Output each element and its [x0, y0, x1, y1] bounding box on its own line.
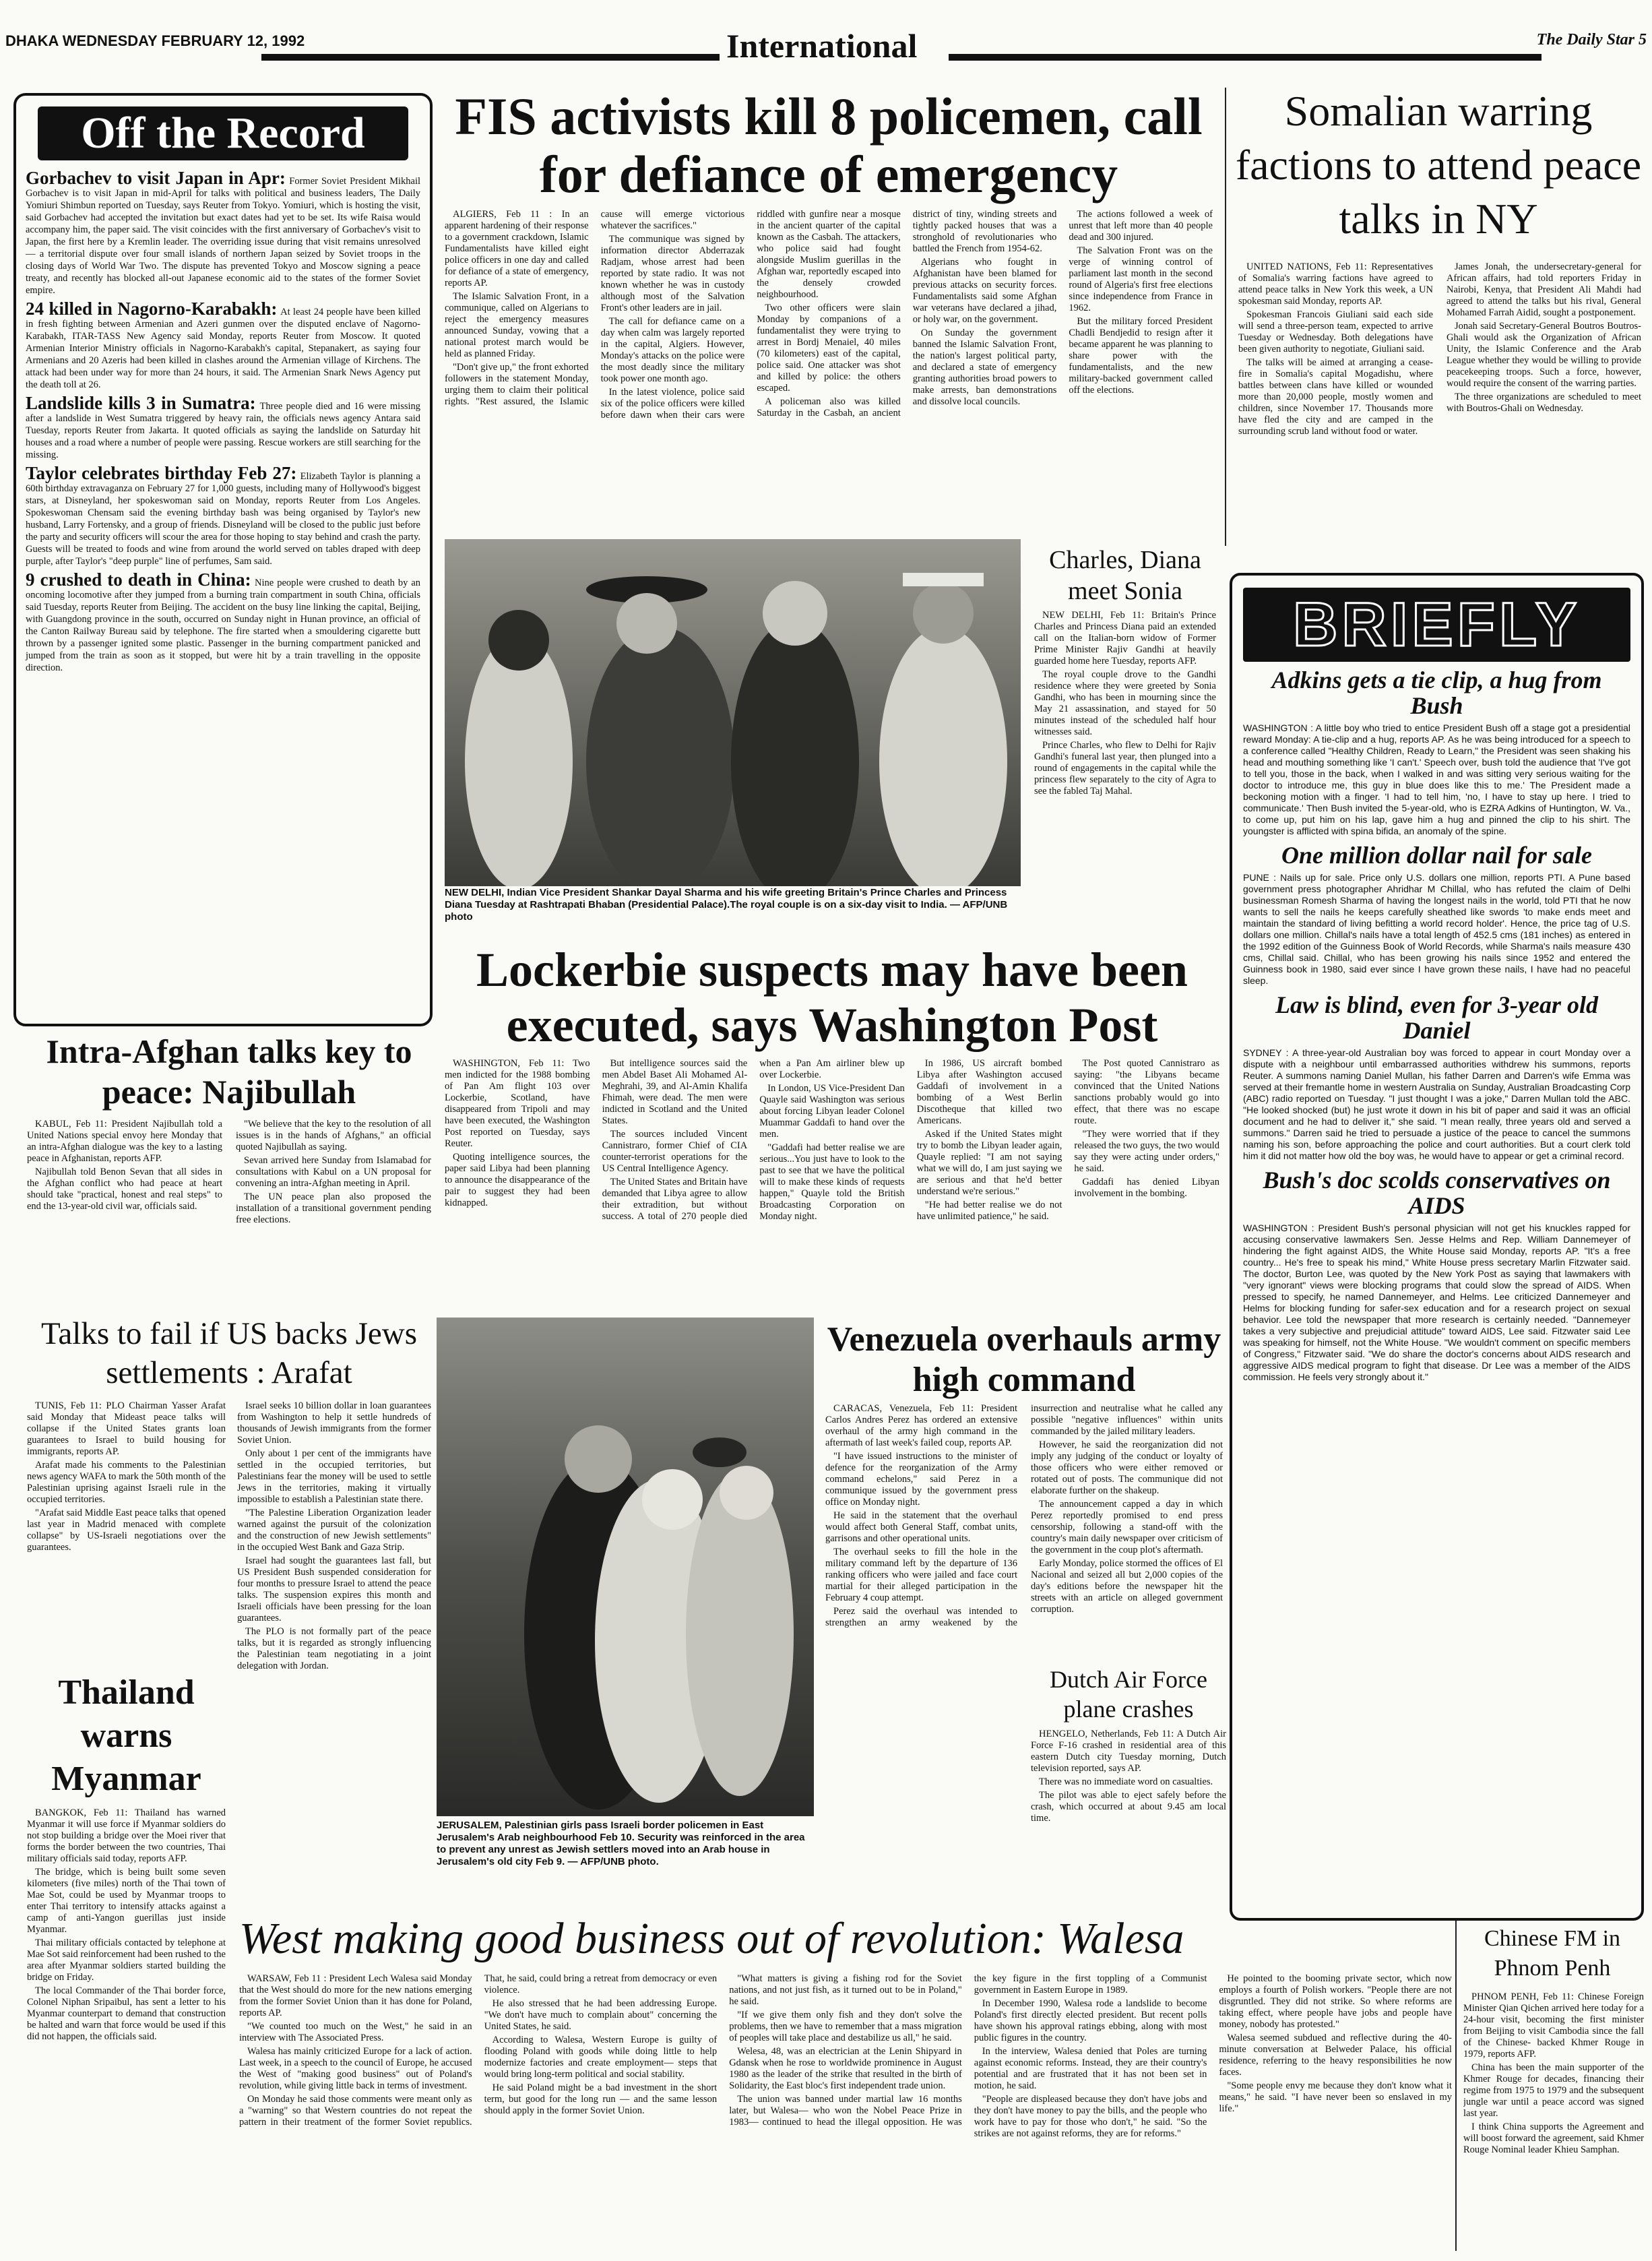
lockerbie-paragraph: Quoting intelligence sources, the paper said Libya had been planning to announce the disappearance of the pair to suggest they had been kidnapped. — [445, 1152, 590, 1208]
dutch-paragraph: There was no immediate word on casualties. — [1039, 1776, 1213, 1787]
lockerbie-paragraph: Gaddafi has denied Libyan involvement in the bombing. — [1074, 1177, 1219, 1199]
somalia-paragraph: UNITED NATIONS, Feb 11: Representatives of Somalia's warring factions have agreed to attend peace talks in New York this week, a UN spokesman said Monday, reports AP. — [1238, 261, 1433, 307]
fis-paragraph: "Don't give up," the front exhorted followers in the statement Monday, urging them to claim their political rights. "Rest assured, the Islamic cause will emerge victorious whatever the sacrifices." — [445, 209, 745, 407]
dutch-paragraph: HENGELO, Netherlands, Feb 11: A Dutch Air Force F-16 crashed in residential area of this eastern Dutch city Tuesday morning, Dutch television reported, says AP. — [1031, 1729, 1226, 1774]
thailand-headline: Thailand warns Myanmar — [51, 1673, 201, 1798]
lockerbie-paragraph: "Gaddafi had better realise we are serious...You just have to look to the past to see that we have the political will to make these kinds of requests happen," Quayle told the British Broadcasting Corporation on Monday night. — [759, 1142, 905, 1222]
briefly-item-head: Law is blind, even for 3-year old Daniel — [1275, 991, 1598, 1044]
otr-item-body: Three people died and 16 were missing after a landslide in West Sumatra triggered by heavy rain, the officials news agency Antara said Tuesday, reports Reuter from Jakarta. It quoted officials as saying the landslide on Saturday hit houses and a road where a number of people were passing. Rescue workers are still searching for the missing. — [26, 401, 421, 460]
masthead-rule-right — [949, 54, 1542, 61]
fis-paragraph: On Sunday the government banned the Islamic Salvation Front, the nation's largest political party, and declared a state of emergency granting authorities broad powers to make arrests, ban demonstrations and dissolve local councils. — [912, 328, 1057, 407]
afghan-paragraph: The UN peace plan also proposed the installation of a transitional government pending free elections. — [236, 1191, 431, 1225]
walesa-paragraph: According to Walesa, Western Europe is guilty of flooding Poland with goods while doing little to help modernize factories and create employment— steps that would bring long-term political and social stability. — [484, 2035, 718, 2080]
briefly-title-plate — [1243, 588, 1630, 662]
otr-item-body: At least 24 people have been killed in fresh fighting between Armenian and Azeri gunmen over the disputed enclave of Nagorno-Karabakh, ITAR-TASS New Agency said Monday, reports Reuter from Moscow. It quoted Armenian Interior Ministry officials in Nagorno-Karabakh's capital, Stepanakert, as saying four Armenians and 20 Azeris had been killed in clashes around the Armenian village of Kirchens. The attack had been under way for more than 24 hours, it said. The Armenian Snark News Agency put the death toll at 26. — [26, 307, 420, 390]
fis-paragraph: The communique was signed by information director Abderrazak Radjam, whose arrest had been reported by state radio. It was not known whether he was in custody although most of the Salvation Front's other leaders are in jail. — [600, 234, 745, 313]
walesa-paragraph: "What matters is giving a fishing rod for the Soviet nations, and not just fish, as it turned out to be in Poland," he said. — [729, 1973, 962, 2007]
charles-paragraph: NEW DELHI, Feb 11: Britain's Prince Charles and Princess Diana paid an extended call on the Italian-born widow of Former Prime Minister Rajiv Gandhi at heavily guarded home here Tuesday, reports AFP. — [1034, 610, 1216, 667]
briefly-item-head: One million dollar nail for sale — [1281, 842, 1593, 869]
fis-paragraph: In the latest violence, police said six of the police officers were killed before dawn when their cars were riddled with gunfire near a mosque in the ancient quarter of the capital known as the Casbah. The attackers, who police said had fought alongside Muslim guerillas in the Afghan war, reportedly escaped into the densely crowded neighbourhood. — [600, 209, 901, 421]
briefly-item-head: Adkins gets a tie clip, a hug from Bush — [1271, 667, 1602, 719]
otr-item — [26, 394, 420, 461]
royal-visit-photo-image — [445, 539, 1021, 886]
afghan-paragraph: "We believe that the key to the resolution of all issues is in the hands of Afghans," an official quoted Najibullah as saying. — [236, 1119, 431, 1152]
walesa-paragraph: "People are displeased because they don't have jobs and they don't have money to pay the bills, and the people who work have to pay for those who don't," he said. "So the strikes are not against reforms, they are for reforms." — [974, 2094, 1207, 2139]
otr-item-body: Elizabeth Taylor is planning a 60th birthday extravaganza on February 27 for 1,000 guests, including many of Hollywood's biggest stars, at Disneyland, her spokeswoman said on Monday, reports Reuter from Los Angeles. Spokeswoman Chensam said the evening birthday bash was being organised by Taylor's new husband, Larry Fortensky, and a group of friends. Disneyland will be closed to the public just before the party and security officers will scour the area for those hoping to stay behind and crash the party. Guests will be treated to foods and wine from around the world served on tables draped with deep purple, after Taylor's "deep purple" line of perfumes, Sam said. — [26, 471, 420, 567]
fis-paragraph: ALGIERS, Feb 11 : In an apparent hardening of their response to a government crackdown, Islamic Fundamentalists have killed eight police officers in one day and called for defiance of a state of emergency, reports AP. — [445, 209, 589, 288]
somalia-paragraph: Spokesman Francois Giuliani said each side will send a three-person team, expected to arrive Tuesday or Wednesday. Both delegations have been given authority to negotiate, Giuliani said. — [1238, 309, 1433, 354]
lockerbie-paragraph: The Post quoted Cannistraro as saying: "the Libyans became convinced that the United Nations sanctions probably would go into effect, that there was no escape route. — [1074, 1058, 1219, 1126]
venezuela-paragraph: The announcement capped a day in which Perez reportedly promised to end press censorship, following a stand-off with the country's main daily newspaper over criticism of the government in the coup plot's aftermath. — [1031, 1499, 1223, 1555]
charles-paragraph: The royal couple drove to the Gandhi residence where they were greeted by Sonia Gandhi, who has been in mourning since the May 21 assassination, and stayed for 50 minutes instead of the scheduled half hour witnesses said. — [1034, 669, 1216, 737]
thailand-paragraph: The local Commander of the Thai border force, Colonel Niphan Sripaibul, has sent a letter to his Myanmar counterpart to demand that construction be halted and warn that force would be used if this did not happen, the officials said. — [27, 1985, 226, 2042]
dutch-headline: Dutch Air Force plane crashes — [1050, 1666, 1207, 1723]
otr-item-head: Gorbachev to visit Japan in Apr: — [26, 168, 286, 188]
fis-paragraph: The Islamic Salvation Front, in a communique, called on Algerians to reject the emergency measures announced Sunday, vowing that a national protest march would be held as planned Friday. — [445, 291, 589, 359]
walesa-paragraph: He said Poland might be a bad investment in the short term, but good for the long run — and the same lesson should apply in the former Soviet Union. — [484, 2082, 718, 2116]
otr-item-head: Landslide kills 3 in Sumatra: — [26, 393, 256, 413]
thailand-paragraph: BANGKOK, Feb 11: Thailand has warned Myanmar it will use force if Myanmar soldiers do not stop building a bridge over the Moei river that forms the border between the two countries, Thai military officials said today, reports AFP. — [27, 1807, 226, 1864]
somalia-body — [1238, 261, 1641, 566]
briefly-item-body: PUNE : Nails up for sale. Price only U.S. dollars one million, reports PTI. A Pune based government press photographer Ahridhar M Chillal, who has refuted the claim of Delhi businessman Romesh Sharma of having the longest nails in the world, told PTI that he now wants to sell the nails he keeps carefully sheathed like swords 'to make ends meet and maintain the standard of living befitting a world record holder'. Hence, the price tag of U.S. dollars one million. Chillal's nails have a total length of 452.5 cms (181 inches) as entered in the 1992 edition of the Guinness Book of World Records, while Sharma's nails measure 430 cms, Chillal said. Chillal, who has been growing his nails since 1952 and entered the Guinness book in 1980, said ever since I have grown these nails, I have had no peaceful sleep. — [1243, 872, 1630, 986]
lockerbie-paragraph: The United States and Britain have demanded that Libya agree to allow their extradition, but without success. A total of 270 people died when a Pan Am airliner blew up over Lockerbie. — [602, 1058, 905, 1222]
briefly-item-head: Bush's doc scolds conservatives on AIDS — [1263, 1167, 1611, 1219]
briefly-item — [1243, 1167, 1630, 1383]
jerusalem-photo-image — [437, 1318, 814, 1816]
dutch-paragraph: The pilot was able to eject safely before the crash, which occurred at about 9.45 am local time. — [1031, 1790, 1226, 1824]
off-the-record-title: Off the Record — [38, 106, 408, 160]
thailand-body — [27, 1807, 226, 2252]
masthead — [5, 28, 1647, 67]
chinese-headline: Chinese FM in Phnom Penh — [1484, 1926, 1621, 1981]
somalia-paragraph: Jonah said Secretary-General Boutros Boutros-Ghali would ask the Organization of African Unity, the Islamic Conference and the Arab League whether they would be willing to provide peacekeeping troops. Such a force, however, would require the consent of the warring parties. — [1447, 321, 1641, 389]
briefly-item-body: WASHINGTON : A little boy who tried to entice President Bush off a stage got a presidential reward Monday: A tie-clip and a hug, reports AP. As he was being introduced for a speech to a conference called "Healthy Children, Ready to Learn," the President was seen shaking his head and mouthing something like 'I can't.' Speech over, bush told the audience that 'I've got to tell you, those in the back, when I walked in and was sitting very serious waiting for the doctor to introduce me, this guy in blue does like this to me.' The President made a beckoning motion with a finger. 'I had to tell him, 'no, I have to stay up here. I tried to communicate.' Then Bush invited the 5-year-old, who is EZRA Adkins of Huntington, W. Va., to come up, put him on his lap, gave him a hug and pinned the clip to his shirt. The youngster is afflicted with spina bifida, an anomaly of the spine. — [1243, 722, 1630, 836]
charles-paragraph: Prince Charles, who flew to Delhi for Rajiv Gandhi's funeral last year, then plunged into a round of engagements in the capital while the princess flew separately to the city of Agra to see the fabled Taj Mahal. — [1034, 740, 1216, 797]
venezuela-paragraph: However, he said the reorganization did not imply any judging of the conduct or loyalty of those officers who were either removed or rotated out of posts. The communique did not elaborate further on the shakeup. — [1031, 1439, 1223, 1496]
walesa-paragraph: Welesa, 48, was an electrician at the Lenin Shipyard in Gdansk when he rose to worldwide prominence in August 1980 as the leader of the strike that resulted in the birth of Solidarity, the East bloc's first independent trade union. — [729, 2046, 962, 2091]
lockerbie-paragraph: In 1986, US aircraft bombed Libya after Washington accused Gaddafi of involvement in a bombing of a West Berlin Discotheque that killed two Americans. — [916, 1058, 1062, 1126]
afghan-body — [27, 1119, 431, 1311]
briefly-title: BRIEFLY — [1292, 590, 1581, 659]
venezuela-headline: Venezuela overhauls army high command — [827, 1320, 1221, 1399]
arafat-paragraph: Israel seeks 10 billion dollar in loan guarantees from Washington to help it settle hundreds of thousands of Jewish immigrants from the former Soviet Union. — [237, 1400, 431, 1446]
briefly-box — [1230, 573, 1644, 1921]
walesa-headline: West making good business out of revolution: Walesa — [239, 1914, 1184, 1963]
somalia-paragraph: James Jonah, the undersecretary-general for African affairs, had told reporters Friday in Nairobi, Kenya, that President Ali Mahdi had agreed to attend the talks but his rival, General Mohamed Farrah Aidid, sought a postponement. — [1447, 261, 1641, 318]
fis-headline: FIS activists kill 8 policemen, call for defiance of emergency — [455, 88, 1203, 204]
afghan-paragraph: Najibullah told Benon Sevan that all sides in the Afghan conflict who had peace at heart should take "practical, honest and real steps" to end the 13-year-old civil war, officials said. — [27, 1167, 222, 1212]
fis-paragraph: But the military forced President Chadli Bendjedid to resign after it became apparent he was planning to share power with the fundamentalists, and the new military-backed government called off the elections. — [1069, 316, 1213, 396]
otr-item — [26, 570, 420, 674]
off-the-record-box — [13, 93, 433, 1026]
briefly-item-body: SYDNEY : A three-year-old Australian boy was forced to appear in court Monday over a dispute with a neighbour until embarrassed authorities withdrew his summons, reports Reuter. A summons naming Daniel Mullan, his father Darren and Darren's wife Emma was served at their fremantle home in western Australia on Sunday, Australian Broadcasting Corp (ABC) radio reported on Tuesday. "I just thought I was a joke," Darren Mullan told the ABC. "He looked shocked (but) he just wrote it down in his bit of paper and said it was an official document and he had to deliver it," she said. "I mean really, three years old and served a summons." Darren said he tried to persuade a justice of the peace to cancel the summons naming his son, before approaching the police and court authorities. But a court clerk told him it did not matter how old the boy was, he would have to appear or get a criminal record. — [1243, 1047, 1630, 1161]
lockerbie-headline: Lockerbie suspects may have been executed, says Washington Post — [476, 943, 1188, 1052]
dutch-body — [1031, 1729, 1226, 1824]
chinese-body — [1463, 1991, 1644, 2254]
lockerbie-paragraph: Asked if the United States might try to bomb the Libyan leader again, Quayle replied: "I am not saying what we will do, I am just saying we are serious and that he'd better understand we're serious." — [916, 1129, 1062, 1197]
walesa-paragraph: He also stressed that he had been addressing Europe. "We don't have much to complain about" concerning the United States, he said. — [484, 1998, 718, 2032]
afghan-headline: Intra-Afghan talks key to peace: Najibullah — [46, 1032, 412, 1111]
briefly-item — [1243, 842, 1630, 987]
fis-paragraph: A policeman also was killed Saturday in the Casbah, an ancient district of tiny, winding streets and tightly packed houses that was a stronghold of revolutionaries who battled the French from 1954-62. — [757, 209, 1057, 419]
thailand-paragraph: The bridge, which is being built some seven kilometers (five miles) north of the Thai town of Mae Sot, could be used by Myanmar troops to enter Thai territory to intensify attacks against a camp of anti-Yangon guerillas just inside Myanmar. — [27, 1867, 226, 1935]
masthead-paper-name: The Daily Star 5 — [1536, 31, 1647, 49]
chinese-paragraph: PHNOM PENH, Feb 11: Chinese Foreign Minister Qian Qichen arrived here today for a 24-hour visit, becoming the first minister from Beijing to visit Cambodia since the fall of the Chinese- backed Khmer Rouge in 1979, reports AFP. — [1463, 1991, 1644, 2059]
somalia-paragraph: The three organizations are scheduled to meet with Boutros-Ghali on Wednesday. — [1447, 392, 1641, 414]
walesa-paragraph: "If we give them only fish and they don't solve the problems, then we have to remember that a mass migration of peoples will take place and destabilize us all," he said. — [729, 2010, 962, 2043]
walesa-body — [239, 1973, 1452, 2253]
briefly-item — [1243, 667, 1630, 837]
lockerbie-paragraph: The sources included Vincent Cannistraro, former Chief of CIA counter-terrorist operations for the US Central Intelligence Agency. — [602, 1129, 748, 1174]
arafat-headline: Talks to fail if US backs Jews settlements : Arafat — [40, 1316, 417, 1390]
otr-item-head: 24 killed in Nagorno-Karabakh: — [26, 299, 278, 319]
venezuela-paragraph: Early Monday, police stormed the offices of El Nacional and seized all but 2,000 copies of the day's editions before the newspaper hit the streets with an article on alleged government corruption. — [1031, 1558, 1223, 1615]
lockerbie-paragraph: "They were worried that if they released the two guys, the two would say they were acting under orders," he said. — [1074, 1129, 1219, 1174]
walesa-paragraph: The union was banned under martial law 16 months later, but Walesa— who won the Nobel Peace Prize in 1983— continued to head the illegal opposition. He was the key figure in the first toppling of a Communist government in Eastern Europe in 1989. — [729, 1973, 1207, 2128]
chinese-paragraph: I think China supports the Agreement and will boost forward the agreement, said Khmer Rouge Nominal leader Khieu Samphan. — [1463, 2121, 1644, 2155]
royal-visit-photo — [445, 539, 1021, 886]
arafat-paragraph: "Arafat said Middle East peace talks that opened last year in Madrid menaced with complete collapse" by US-Israeli negotiations over the guarantees. — [27, 1508, 226, 1553]
column-rule — [1455, 1921, 1457, 2251]
afghan-paragraph: KABUL, Feb 11: President Najibullah told a United Nations special envoy here Monday that an intra-Afghan dialogue was the key to a lasting peace in Afghanistan, reports AFP. — [27, 1119, 222, 1164]
otr-item-body: Former Soviet President Mikhail Gorbachev is to visit Japan in mid-April for talks with political and business leaders, The Daily Yomiuri Shimbun reported on Tuesday, says Reuter from Tokyo. Yomiuri, which is hosting the visit, said Gorbachev had accepted the invitation but exact dates had yet to be set. Its wife Raisa would accompany him, the paper said. The visit coincides with the first anniversary of Gorbachev's visit to Japan, the first here by a Kremlin leader. The overriding issue during that visit remains unresolved — a territorial dispute over four small islands of northern Japan seized by Soviet troops in the closing days of World War Two. The dispute has prevented Tokyo and Moscow signing a peace treaty, and recently has blocked all-out Japanese economic aid to the states of the former Soviet empire. — [26, 176, 421, 296]
jerusalem-photo — [437, 1318, 814, 1816]
fis-paragraph: Algerians who fought in Afghanistan have been blamed for previous attacks on security forces. Fundamentalists said some Afghan war veterans have declared a jihad, or holy war, on the government. — [912, 257, 1057, 325]
arafat-col2 — [237, 1400, 431, 1913]
lockerbie-body — [445, 1058, 1219, 1311]
masthead-section-title: International — [726, 28, 918, 65]
royal-visit-caption: NEW DELHI, Indian Vice President Shankar Dayal Sharma and his wife greeting Britain's Prince Charles and Princess Diana Tuesday at Rashtrapati Bhaban (Presidential Palace).The royal couple is on a six-day visit to India. — AFP/UNB photo — [445, 887, 1008, 923]
arafat-paragraph: TUNIS, Feb 11: PLO Chairman Yasser Arafat said Monday that Mideast peace talks will collapse if the United States grants loan guarantees to Israel to build housing for immigrants, reports AP. — [27, 1400, 226, 1457]
otr-item — [26, 464, 420, 567]
walesa-paragraph: WARSAW, Feb 11 : President Lech Walesa said Monday that the West should do more for the new nations emerging from the former Soviet Union than it has done for Poland, reports AP. — [239, 1973, 472, 2018]
charles-headline: Charles, Diana meet Sonia — [1049, 546, 1201, 605]
fis-body — [445, 209, 1213, 532]
off-the-record-items — [26, 168, 420, 674]
venezuela-paragraph: "I have issued instructions to the minister of defence for the reorganization of the Army command echelons," said Perez in a communique issued by the government press office on Monday night. — [825, 1451, 1017, 1508]
lockerbie-paragraph: WASHINGTON, Feb 11: Two men indicted for the 1988 bombing of Pan Am flight 103 over Lockerbie, Scotland, have disappeared from Tripoli and may have been executed, the Washington Post reported on Tuesday, says Reuter. — [445, 1058, 590, 1149]
fis-paragraph: The call for defiance came on a day when calm was largely reported in the capital, Algiers. However, Monday's attacks on the police were the most deadly since the military took power one month ago. — [600, 316, 745, 384]
arafat-paragraph: "The Palestine Liberation Organization leader warned against the pursuit of the colonization and the construction of new Jewish settlements" in the occupied West Bank and Gaza Strip. — [237, 1508, 431, 1553]
column-rule — [1225, 88, 1226, 546]
venezuela-paragraph: The overhaul seeks to fill the hole in the military command left by the departure of 136 ranking officers who were jailed and face court martial for their alleged participation in the February 4 coup attempt. — [825, 1547, 1017, 1603]
otr-item — [26, 299, 420, 391]
briefly-item-body: WASHINGTON : President Bush's personal physician will not get his knuckles rapped for accusing conservative lawmakers Sen. Jesse Helms and Rep. William Dannemeyer of hindering the fight against AIDS, the White House said Monday, reports AP. "It's a free country... He's free to speak his mind," White House press secretary Marlin Fitzwater said. The doctor, Burton Lee, was quoted by the New York Post as saying that lawmakers with "very ignorant" views were blocking programs that could slow the spread of AIDS. When pressed to specify, he named Dannemeyer, and Helms. Lee criticized Dannemeyer and Helms for blocking funding for safer-sex education and for a research project on sexual behavior. Lee told the newspaper that more research is certainly needed. "Dannemeyer takes a very subjective and prejudicial attitude" toward AIDS, Lee said. Fitzwater said Lee was speaking for himself, not the White House. "We wouldn't comment on specific members of Congress," Fitzwater said. "We do share the doctor's concerns about AIDS research and aggressive AIDS medical program to fight that disease. Dr Lee was a member of the AIDS commission. He feels very strongly about it." — [1243, 1222, 1630, 1382]
walesa-paragraph: In December 1990, Walesa rode a landslide to become Poland's first directly elected president. But recent polls have shown his approval ratings ebbing, along with most public figures in the country. — [974, 1998, 1207, 2043]
masthead-date: DHAKA WEDNESDAY FEBRUARY 12, 1992 — [5, 32, 305, 49]
lockerbie-paragraph: But intelligence sources said the men Abdel Baset Ali Mohamed Al- Meghrahi, 39, and Al-Amin Khalifa Fhimah, were dead. The men were indicted in Scotland and the United States. — [602, 1058, 748, 1126]
arafat-paragraph: Israel had sought the guarantees last fall, but US President Bush suspended consideration for four months to pressure Israel to attend the peace talks. The suspension expires this month and Israeli officials have been pressing for the loan guarantees. — [237, 1555, 431, 1623]
venezuela-paragraph: Perez said the overhaul was intended to strengthen an army weakened by the insurrection and neutralise what he called any possible "negative influences" within units commanded by the jailed military leaders. — [825, 1403, 1223, 1628]
afghan-paragraph: Sevan arrived here Sunday from Islamabad for consultations with Kabul on a UN proposal for convening an intra-Afghan meeting in April. — [236, 1155, 431, 1189]
otr-item — [26, 168, 420, 297]
walesa-paragraph: On Monday he said those comments were meant only as a "warning" so that Western countries do not repeat the pattern in their treatment of the former Soviet republics. That, he said, could bring a retreat from democracy or even violence. — [239, 1973, 718, 2128]
dutch-box — [1031, 1665, 1226, 1917]
venezuela-paragraph: CARACAS, Venezuela, Feb 11: President Carlos Andres Perez has ordered an extensive overhaul of the army high command in the aftermath of last week's failed coup, reports AP. — [825, 1403, 1017, 1448]
somalia-paragraph: The talks will be aimed at arranging a cease-fire in Somalia's capital Mogadishu, where battles between clans have killed or wounded more than 20,000 people, mostly women and children, since November 17. Thousands more have fled the city and are camped in the surrounding scrub land without food or water. — [1238, 357, 1433, 437]
lockerbie-paragraph: "He had better realise we do not have unlimited patience," he said. — [916, 1200, 1062, 1222]
arafat-col1 — [27, 1400, 226, 1650]
otr-item-head: 9 crushed to death in China: — [26, 569, 251, 590]
arafat-paragraph: The PLO is not formally part of the peace talks, but it is regarded as strongly influencing the Palestinian team negotiating in a joint delegation with Jordan. — [237, 1626, 431, 1671]
walesa-paragraph: Walesa has mainly criticized Europe for a lack of action. Last week, in a speech to the council of Europe, he accused the West of "making good business" out of Poland's revolution, while giving little back in terms of investment. — [239, 2046, 472, 2091]
otr-item-body: Nine people were crushed to death by an oncoming locomotive after they jumped from a burning train compartment in south China, officials said Tuesday, reports Reuter from Beijing. The accident on the busy line linking the capital, Beijing, with Guangdong province in the south, occurred on Sunday night in Hunan province, an official of the Canton Railway Bureau said by telephone. The fire started when a smouldering cigarette butt thrown by a passenger ignited some plastic. Passenger in the burning compartment panicked and jumped from the train as soon as it stopped, but were hit by a train travelling in the opposite direction. — [26, 578, 421, 673]
charles-body — [1034, 610, 1216, 930]
venezuela-paragraph: He said in the statement that the overhaul would affect both General Staff, combat units, garrisons and other operational units. — [825, 1510, 1017, 1544]
chinese-paragraph: China has been the main supporter of the Khmer Rouge for decades, financing their regime from 1975 to 1979 and the subsequent jungle war until a peace accord was signed last year. — [1463, 2062, 1644, 2119]
thailand-paragraph: Thai military officials contacted by telephone at Mae Sot said reinforcement had been rushed to the area after Myanmar soldiers started building the bridge on Friday. — [27, 1938, 226, 1983]
walesa-paragraph: "Some people envy me because they don't know what it means," he said. "I have never been so enslaved in my life." — [1219, 2080, 1452, 2114]
arafat-paragraph: Only about 1 per cent of the immigrants have settled in the occupied territories, but Palestinians fear the money will be used to settle Jews in the territories, making it virtually impossible to establish a Palestinian state there. — [237, 1448, 431, 1505]
fis-paragraph: The Salvation Front was on the verge of winning control of parliament last month in the second round of Algeria's first free elections since independence from France in 1962. — [1069, 245, 1213, 313]
walesa-paragraph: Walesa seemed subdued and reflective during the 40-minute conversation at Belweder Palace, his official residence, referring to the heavy responsibilities he now faces. — [1219, 2033, 1452, 2078]
walesa-paragraph: He pointed to the booming private sector, which now employs a fourth of Polish workers. "People there are not disgruntled. They did not strike. So where reforms are taking effect, where people have jobs and people have money, nobody has protested." — [1219, 1973, 1452, 2030]
walesa-paragraph: "We counted too much on the West," he said in an interview with The Associated Press. — [239, 2021, 472, 2043]
arafat-paragraph: Arafat made his comments to the Palestinian news agency WAFA to mark the 50th month of the Palestinian uprising against Israeli rule in the occupied territories. — [27, 1460, 226, 1505]
otr-item-head: Taylor celebrates birthday Feb 27: — [26, 463, 297, 483]
fis-paragraph: The actions followed a week of unrest that left more than 40 people dead and 300 injured. — [1069, 209, 1213, 243]
masthead-rule-left — [261, 54, 720, 61]
walesa-paragraph: In the interview, Walesa denied that Poles are turning against economic reforms. Instead, they are their country's potential and are frustrated that it has not been set in motion, he said. — [974, 2046, 1207, 2091]
somalia-headline: Somalian warring factions to attend peace talks in NY — [1235, 87, 1642, 243]
lockerbie-paragraph: In London, US Vice-President Dan Quayle said Washington was serious about forcing Libyan leader Colonel Muammar Gaddafi to hand over the men. — [759, 1083, 905, 1140]
fis-paragraph: Two other officers were slain Monday by companions of a fundamentalist they were trying to arrest in Bordj Menaiel, 40 miles (70 kilometers) east of the capital, police said. One attacker was shot and killed by police: the others escaped. — [757, 303, 901, 394]
jerusalem-caption: JERUSALEM, Palestinian girls pass Israeli border policemen in East Jerusalem's Arab neighbourhood Feb 10. Security was reinforced in the area to prevent any unrest as Jewish settlers moved into an Arab house in Jerusalem's old city Feb 9. — AFP/UNB photo. — [437, 1820, 805, 1867]
briefly-item — [1243, 992, 1630, 1162]
